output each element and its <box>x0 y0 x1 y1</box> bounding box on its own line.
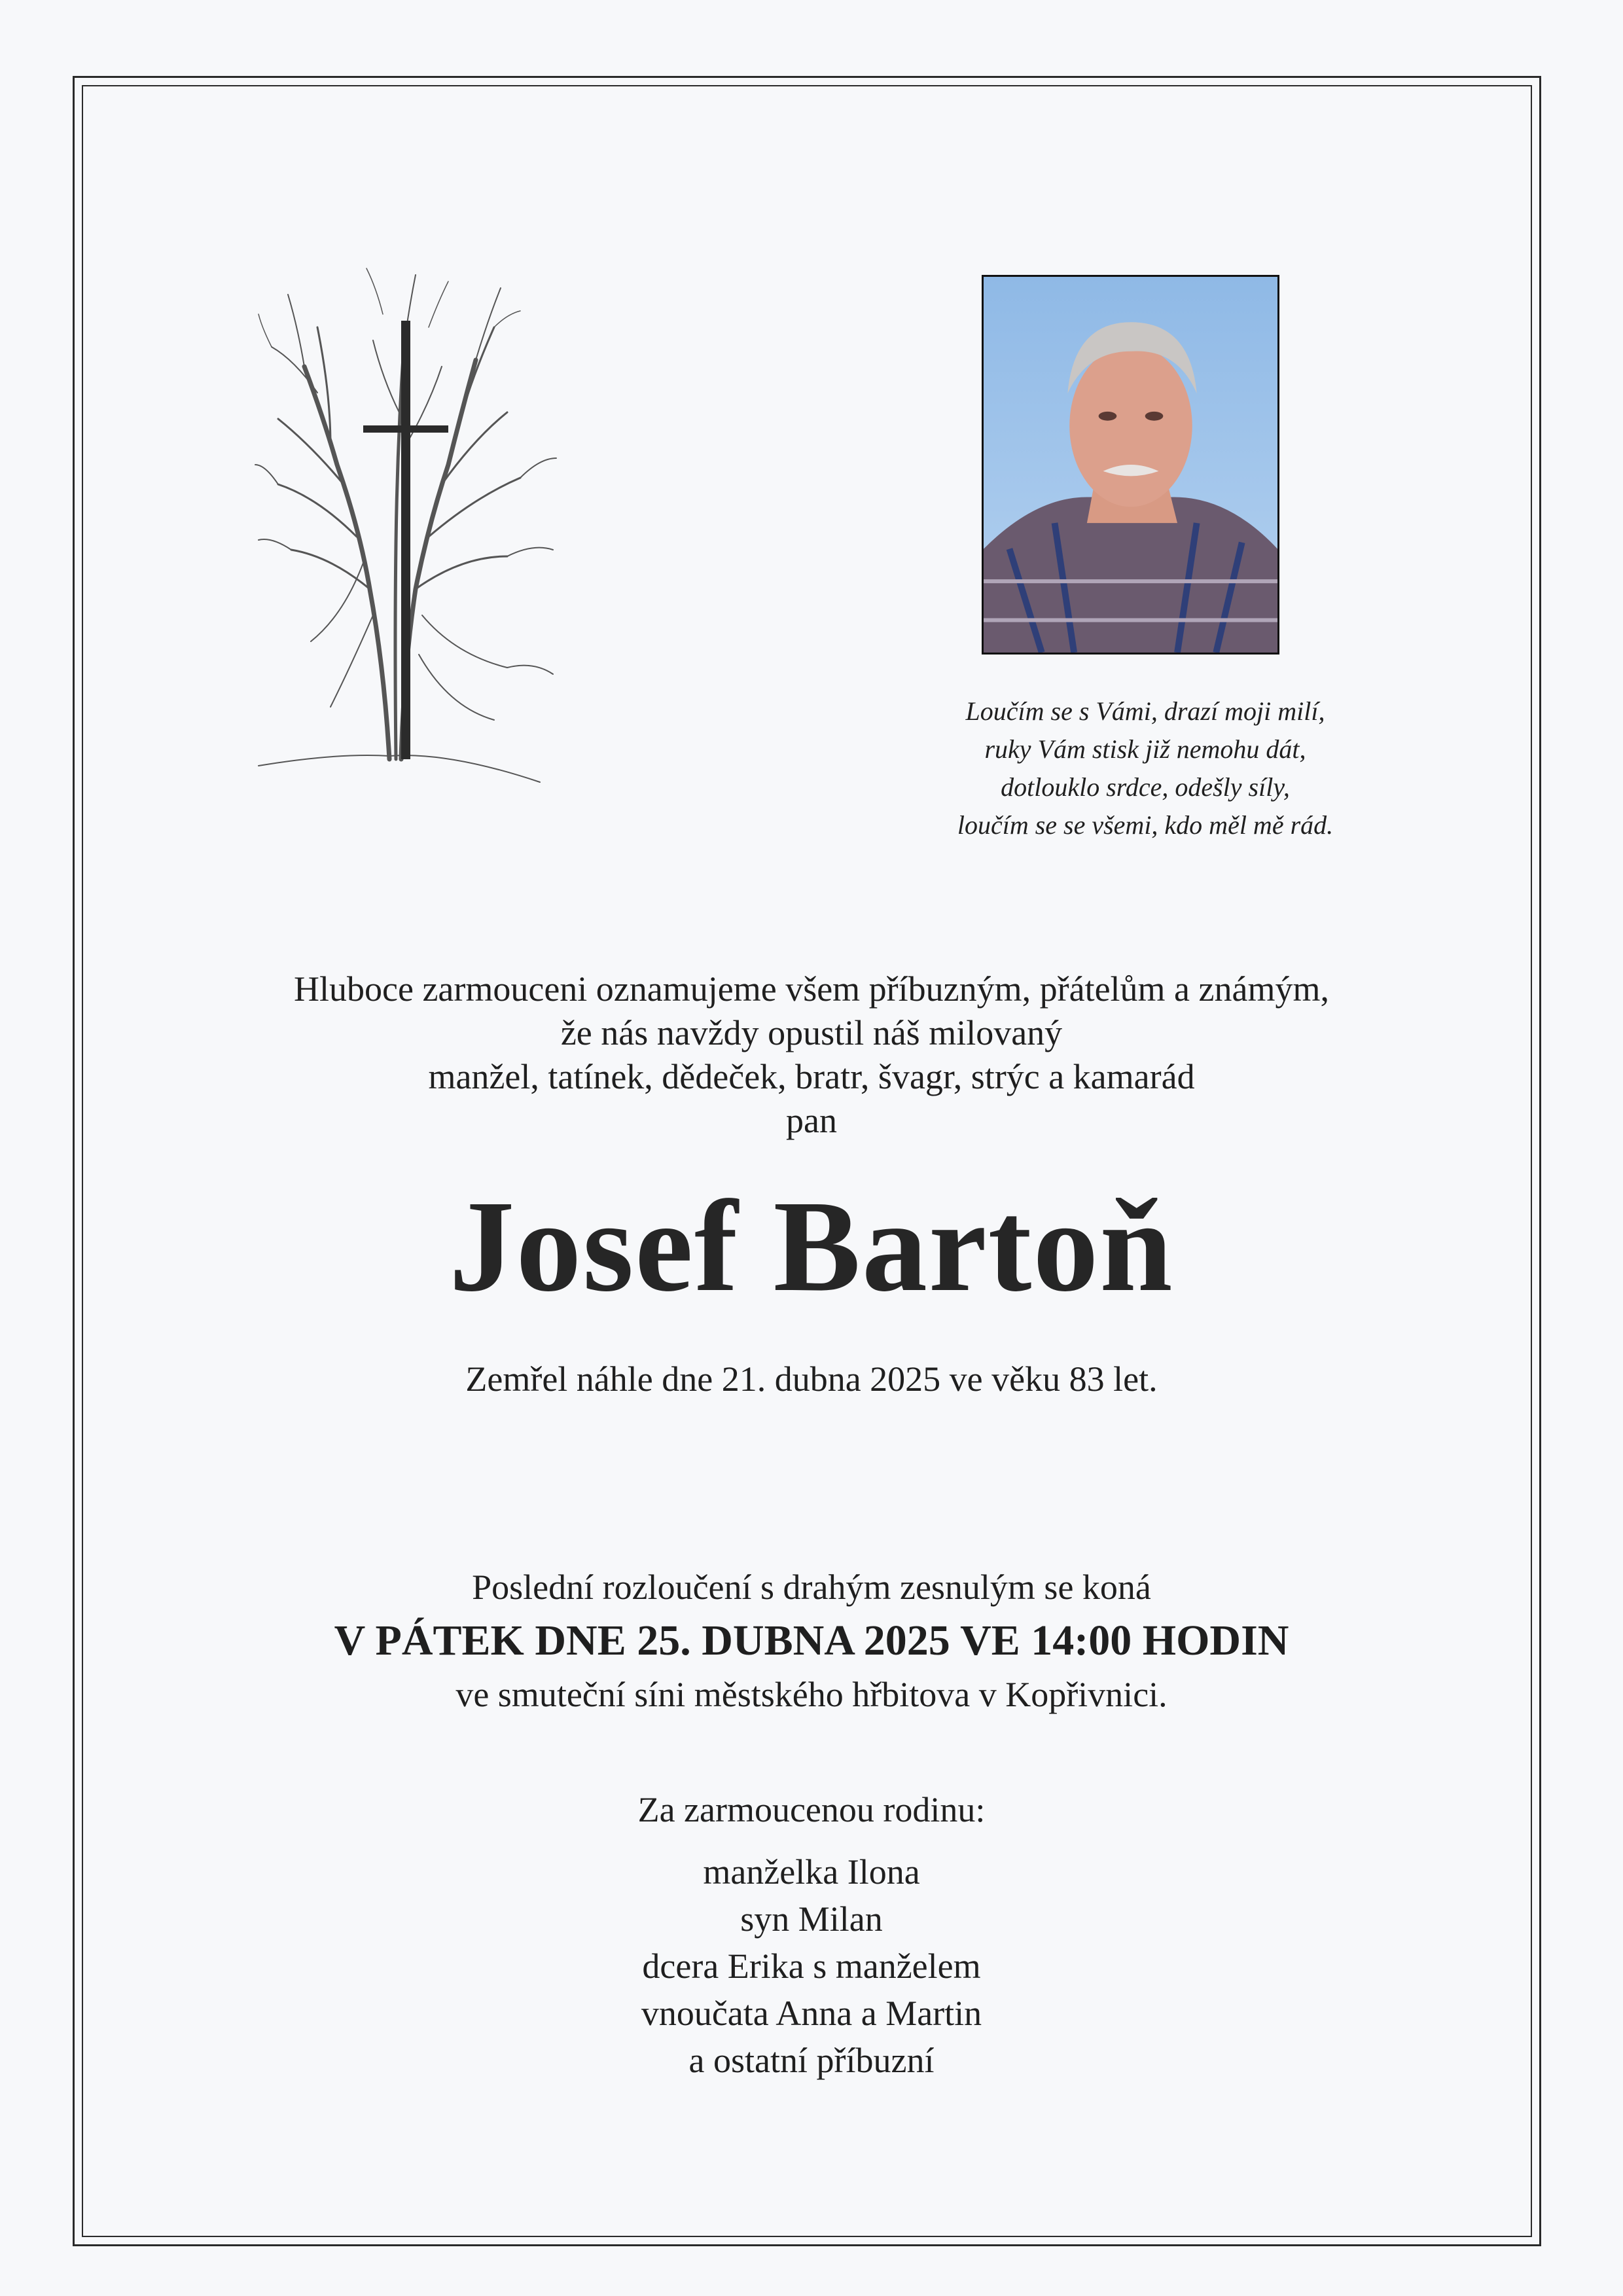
tree-cross-illustration <box>232 249 573 792</box>
intro-line: že nás navždy opustil náš milovaný <box>560 1013 1063 1052</box>
family-member: syn Milan <box>740 1899 883 1939</box>
family-member: manželka Ilona <box>703 1852 920 1892</box>
funeral-intro: Poslední rozloučení s drahým zesnulým se koná <box>472 1568 1151 1607</box>
farewell-poem <box>851 692 1440 844</box>
intro-line: Hluboce zarmouceni oznamujeme všem příbuzným, přátelům a známým, <box>294 969 1329 1009</box>
family-members <box>118 1848 1505 2084</box>
family-member: vnoučata Anna a Martin <box>641 1994 982 2033</box>
funeral-place: ve smuteční síni městského hřbitova v Kopřivnici. <box>455 1675 1168 1714</box>
poem-line: dotlouklo srdce, odešly síly, <box>1001 772 1290 802</box>
funeral-date-time: V PÁTEK DNE 25. DUBNA 2025 VE 14:00 HODIN <box>334 1617 1289 1664</box>
poem-line: Loučím se s Vámi, drazí moji milí, <box>965 696 1325 726</box>
family-signoff: Za zarmoucenou rodinu: <box>637 1790 986 1829</box>
death-notice: Zemřel náhle dne 21. dubna 2025 ve věku 83 let. <box>465 1359 1158 1399</box>
announcement-intro <box>118 967 1505 1143</box>
poem-line: ruky Vám stisk již nemohu dát, <box>984 734 1306 764</box>
family-signature <box>118 1787 1505 2084</box>
deceased-name: Josef Bartoň <box>449 1174 1174 1319</box>
intro-line: pan <box>786 1101 837 1140</box>
family-member: a ostatní příbuzní <box>688 2041 935 2080</box>
family-member: dcera Erika s manželem <box>642 1946 981 1986</box>
poem-line: loučím se se všemi, kdo měl mě rád. <box>957 810 1334 840</box>
portrait-photo <box>982 275 1279 655</box>
funeral-info <box>118 1561 1505 1721</box>
intro-line: manžel, tatínek, dědeček, bratr, švagr, strýc a kamarád <box>428 1057 1195 1096</box>
